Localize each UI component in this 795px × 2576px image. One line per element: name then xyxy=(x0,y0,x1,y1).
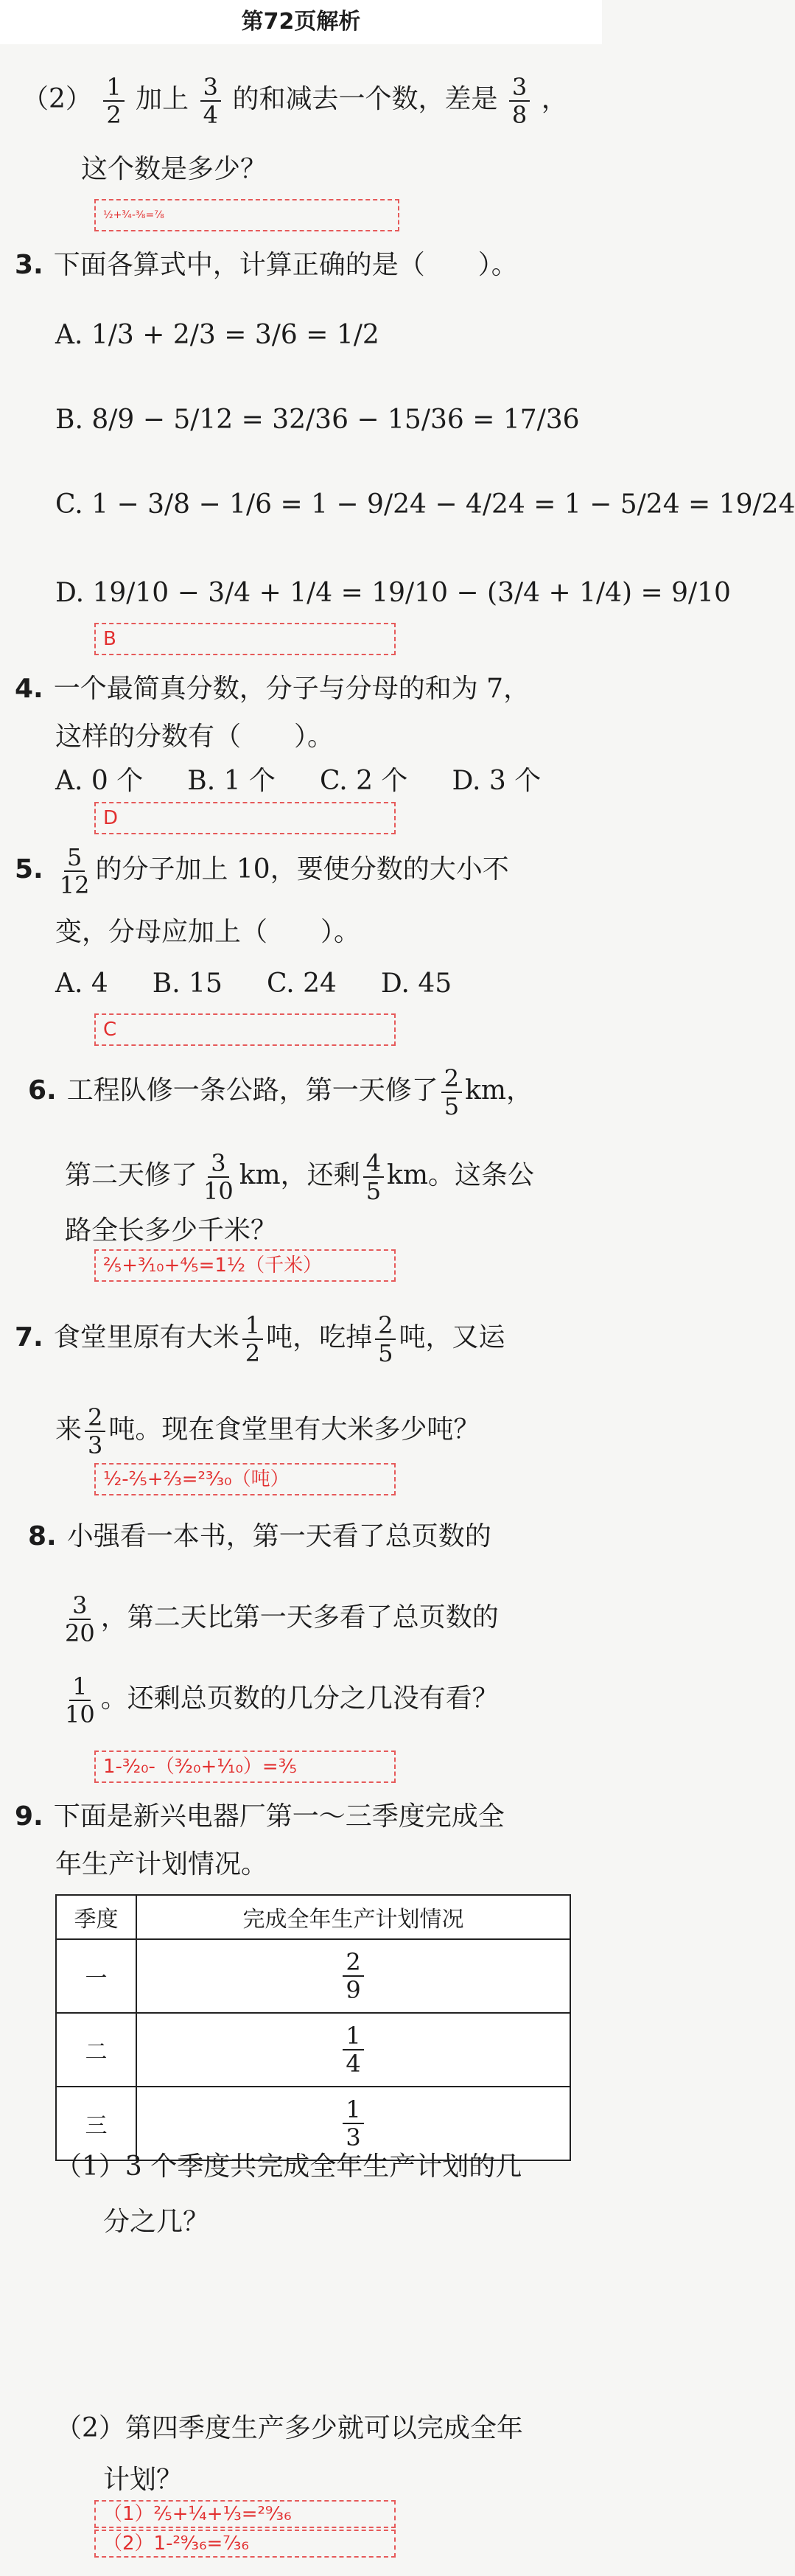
q7-stem-2: 来 $\frac{2}{3}$ 吨。现在食堂里有大米多少吨？ xyxy=(55,1403,480,1459)
fraction: $\frac{3}{8}$ xyxy=(509,74,530,128)
q2-line2: 这个数是多少？ xyxy=(81,154,267,184)
q4-stem: 4. 一个最简真分数，分子与分母的和为 7， xyxy=(15,674,530,704)
q5-options: A. 4 B. 15 C. 24 D. 45 xyxy=(55,968,452,999)
q8-stem-3: $\frac{1}{10}$ 。还剩总页数的几分之几没有看？ xyxy=(65,1672,499,1728)
q3-option-b: B. 8/9 − 5/12 = 32/36 − 15/36 = 17/36 xyxy=(55,405,580,435)
q3-answer: B xyxy=(94,623,396,655)
q3-option-c: C. 1 − 3/8 − 1/6 = 1 − 9/24 − 4/24 = 1 − 5/24 = 19/24 xyxy=(55,489,795,520)
q9-stem: 9. 下面是新兴电器厂第一～三季度完成全 xyxy=(15,1801,505,1832)
q7-answer: ½-⅖+⅔=²³⁄₃₀（吨） xyxy=(94,1463,396,1495)
q8-stem-2: $\frac{3}{20}$ ，第二天比第一天多看了总页数的 xyxy=(65,1591,499,1647)
table-cell: $\frac{2}{9}$ xyxy=(136,1939,570,2013)
q5-stem-2: 变，分母应加上（ ）。 xyxy=(55,917,361,947)
table-cell: $\frac{1}{4}$ xyxy=(136,2013,570,2087)
q9-sub2: （2）第四季度生产多少就可以完成全年 xyxy=(55,2413,523,2443)
q2-text: ， xyxy=(541,84,568,114)
q6-stem: 6. 工程队修一条公路，第一天修了 $\frac{2}{5}$ km， xyxy=(28,1064,533,1120)
q4-stem-2: 这样的分数有（ ）。 xyxy=(55,722,335,752)
fraction: $\frac{1}{2}$ xyxy=(103,74,124,128)
q3-option-d: D. 19/10 − 3/4 + 1/4 = 19/10 − (3/4 + 1/4) = 9/10 xyxy=(55,578,731,608)
q2-line1 xyxy=(22,74,568,128)
table-cell: $\frac{1}{3}$ xyxy=(136,2087,570,2160)
q2-answer: ½+¾-⅜=⅞ xyxy=(94,199,399,231)
q4-options: A. 0 个 B. 1 个 C. 2 个 D. 3 个 xyxy=(55,766,542,796)
plan-table xyxy=(55,1894,571,2161)
q3-option-a: A. 1/3 + 2/3 = 3/6 = 1/2 xyxy=(55,320,379,350)
q6-stem-3: 路全长多少千米？ xyxy=(65,1215,278,1246)
page-title: 第72页解析 xyxy=(0,0,602,44)
q9-stem-2: 年生产计划情况。 xyxy=(55,1849,268,1879)
table-row xyxy=(56,1939,570,2013)
fraction: $\frac{3}{4}$ xyxy=(200,74,221,128)
table-row xyxy=(56,2013,570,2087)
q7-stem: 7. 食堂里原有大米 $\frac{1}{2}$ 吨，吃掉 $\frac{2}{5}$ 吨，又运 xyxy=(15,1311,505,1367)
q8-answer: 1-³⁄₂₀-（³⁄₂₀+¹⁄₁₀）=⅗ xyxy=(94,1751,396,1783)
q9-answer-2: （2）1-²⁹⁄₃₆=⁷⁄₃₆ xyxy=(94,2530,396,2558)
q2-text: 的和减去一个数，差是 xyxy=(232,84,498,114)
q6-stem-2: 第二天修了 $\frac{3}{10}$ km，还剩 $\frac{4}{5}$ km。这条公 xyxy=(65,1149,534,1205)
q6-answer: ⅖+³⁄₁₀+⅘=1½（千米） xyxy=(94,1249,396,1282)
q9-sub1: （1）3 个季度共完成全年生产计划的几 xyxy=(55,2151,522,2182)
table-header: 季度 xyxy=(56,1895,136,1939)
table-cell: 三 xyxy=(56,2087,136,2160)
q3-stem: 3. 下面各算式中，计算正确的是（ ）。 xyxy=(15,250,518,280)
q5-stem: 5. $\frac{5}{12}$ 的分子加上 10，要使分数的大小不 xyxy=(15,843,509,899)
q2-text: 加上 xyxy=(136,84,189,114)
table-header-row xyxy=(56,1895,570,1939)
q9-sub1-2: 分之几？ xyxy=(103,2207,210,2237)
q5-answer: C xyxy=(94,1013,396,1046)
table-header: 完成全年生产计划情况 xyxy=(136,1895,570,1939)
table-cell: 二 xyxy=(56,2013,136,2087)
q8-stem: 8. 小强看一本书，第一天看了总页数的 xyxy=(28,1521,491,1551)
q9-sub2-2: 计划？ xyxy=(103,2465,183,2495)
q2-label: （2） xyxy=(22,84,92,114)
q4-answer: D xyxy=(94,802,396,834)
q9-answer-1: （1）⅖+¼+⅓=²⁹⁄₃₆ xyxy=(94,2500,396,2528)
table-cell: 一 xyxy=(56,1939,136,2013)
